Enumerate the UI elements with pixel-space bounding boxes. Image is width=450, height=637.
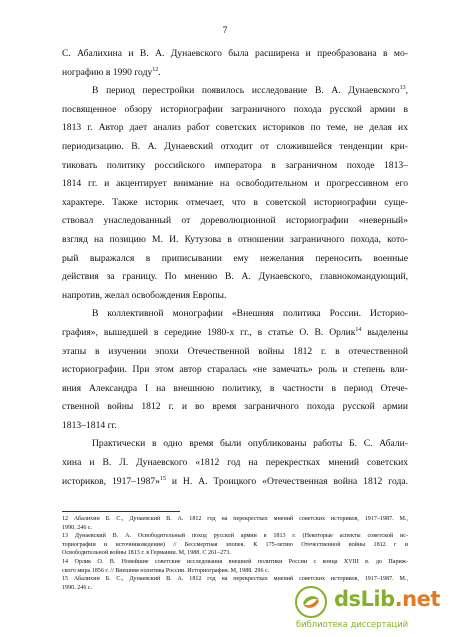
line-text: тиковать политику российского императора в заграничном походе 1813–	[62, 159, 408, 171]
text-line	[62, 417, 408, 436]
line-text: ственной войны 1812 г. и во время заграничного похода русской армии	[62, 401, 408, 413]
text-line	[62, 473, 408, 492]
brand-name: dsLib	[334, 587, 395, 611]
line-text: В период перестройки появилось исследование В. А. Дунаевского	[92, 85, 400, 97]
line-text: действия за границу. По мнению В. А. Дунаевского, главнокомандующий,	[62, 271, 408, 283]
line-text: нографию в 1990 году	[62, 66, 153, 78]
text-line	[62, 324, 408, 343]
text-line	[62, 287, 408, 306]
footnote-ref[interactable]: 14	[355, 326, 362, 333]
footnote-line: 12 Абалихин Б. С., Дунаевский В. А. 1812 год на перекрестках мнений советских историков, 1917–1987. М.,	[62, 516, 408, 522]
line-text: характере. Также историк отмечает, что в советской историографии суще-	[62, 196, 408, 208]
line-text: хина и В. Л. Дунаевского «1812 год на перекрестках мнений советских	[62, 457, 408, 469]
line-text: яния Александра I на внешнюю политику, в частности в период Отече-	[62, 382, 408, 394]
line-text: графия», вышедшей в середине 1980-х гг., в статье О. В. Орлик	[62, 326, 356, 338]
text-line	[62, 64, 408, 83]
text-line	[62, 343, 408, 362]
text-line	[62, 157, 408, 176]
line-text: Практически в одно время были опубликованы работы Б. С. Абали-	[92, 438, 408, 450]
text-line	[62, 398, 408, 417]
dslib-watermark[interactable]	[294, 583, 444, 635]
text-line	[62, 82, 408, 101]
footnote-ref[interactable]: 12	[152, 66, 159, 73]
line-tail: выделены	[361, 326, 408, 338]
line-tail: ,	[405, 85, 408, 97]
text-line	[62, 119, 408, 138]
footnote-line: Освободительной войны 1813 г. в Германии. М, 1988. С 261–273.	[62, 550, 231, 557]
brand-tld: .net	[394, 587, 440, 611]
text-line	[62, 250, 408, 269]
text-line	[62, 380, 408, 399]
text-line	[62, 231, 408, 250]
line-text: В коллективной монографии «Внешняя политика России. Историо-	[92, 308, 408, 320]
line-text: периодизацию. В. А. Дунаевский отходит от сложившейся тенденции кри-	[62, 140, 408, 152]
line-text: этапы в изучении эпохи Отечественной войны 1812 г. в отечественной	[62, 345, 408, 357]
text-line	[62, 435, 408, 454]
line-text: рый выражался в приписывании ему нежелания переносить военные	[62, 252, 408, 264]
footnote-line: 13 Дунаевский В. А. Освободительный поход русской армии в 1813 г. (Некоторые аспекты советской ис-	[62, 533, 408, 540]
line-text: напротив, желал освобождения Европы.	[62, 289, 227, 301]
text-line	[62, 305, 408, 324]
line-tail: и Н. А. Троицкого «Отечественная война 1812 года.	[165, 475, 408, 487]
dslib-brand	[334, 587, 440, 611]
line-text: историографии. При этом автор старалась «не замечать» роль и степень вли-	[62, 364, 408, 376]
dslib-logo-icon	[294, 585, 328, 619]
footnote-ref[interactable]: 15	[159, 475, 166, 482]
line-text: 1813–1814 гг.	[62, 419, 117, 431]
line-text: С. Абалихина и В. А. Дунаевского была расширена и преобразована в мо-	[62, 48, 408, 59]
footnote-separator	[62, 511, 180, 512]
text-line	[62, 138, 408, 157]
text-line	[62, 268, 408, 287]
footnote-line: 14 Орлик О. В. Новейшие советские исследования внешней политики России с конца XVIII в. до Париж-	[62, 558, 408, 565]
line-text: 1813 г. Автор дает анализ работ советских историков по теме, не делая их	[62, 122, 408, 134]
line-text: посвященное обзору историографии заграничного похода русской армии в	[62, 103, 408, 115]
footnote-line: ториографии и источниковедения) // Бессмертная эпопея. К 175-летию Отечественной войны 1812 г и	[62, 541, 408, 548]
line-text: 1814 гг. и акцентирует внимание на освободительном и прогрессивном его	[62, 178, 408, 190]
footnote-line: ского мира 1856 г. // Внешняя политика России. Историография. М, 1988. 296 с.	[62, 567, 270, 574]
footnotes	[62, 515, 408, 592]
dslib-subtitle: библиотека диссертаций	[296, 619, 409, 629]
text-line	[62, 454, 408, 473]
text-line	[62, 361, 408, 380]
footnote-line: 1990. 246 с.	[62, 584, 93, 591]
text-line	[62, 212, 408, 231]
page-number: 7	[222, 26, 228, 36]
line-text: взгляд на позицию М. И. Кутузова в отношении заграничного похода, кото-	[62, 233, 408, 245]
footnote-ref[interactable]: 13	[399, 85, 406, 92]
line-text: ствовал унаследованный от дореволюционной историографии «неверный»	[62, 215, 408, 227]
footnote-line: 15 Абалихин Б. С., Дунаевский В. А. 1812 год на перекрестках мнений советских историков, 1917–1987. М.,	[62, 576, 408, 583]
line-tail: .	[158, 66, 161, 78]
footnote-line: 1990. 246 с.	[62, 524, 93, 531]
line-text: историков, 1917–1987»	[62, 475, 160, 487]
body-text	[62, 45, 408, 491]
text-line	[62, 175, 408, 194]
text-line	[62, 101, 408, 120]
text-line	[62, 45, 408, 64]
text-line	[62, 194, 408, 213]
